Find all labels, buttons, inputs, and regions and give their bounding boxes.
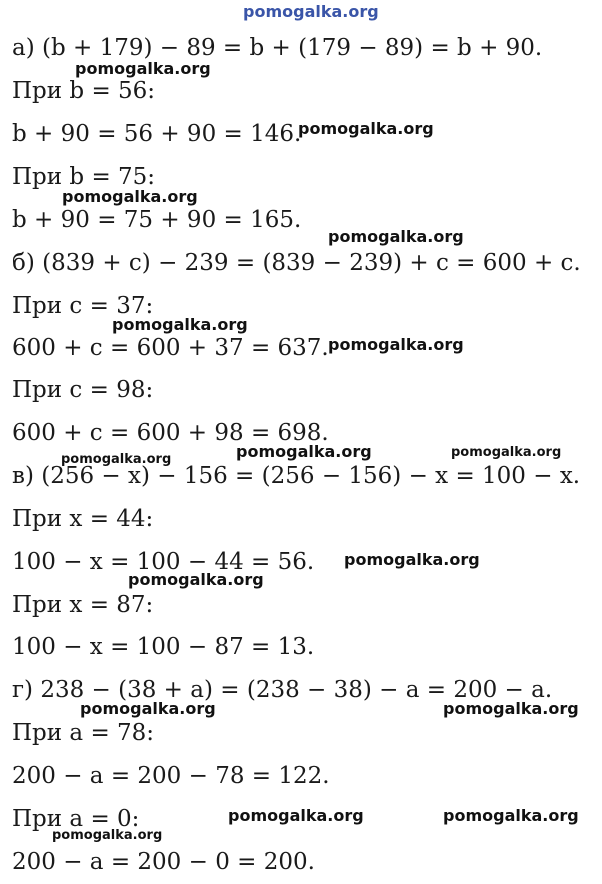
top-watermark: pomogalka.org — [243, 2, 379, 21]
watermark: pomogalka.org — [451, 445, 562, 460]
watermark: pomogalka.org — [80, 699, 216, 718]
watermark: pomogalka.org — [62, 187, 198, 206]
watermark: pomogalka.org — [443, 699, 579, 718]
watermark: pomogalka.org — [443, 806, 579, 825]
watermark: pomogalka.org — [328, 227, 464, 246]
part-b-case-2: При c = 98: — [12, 377, 154, 403]
part-a-expression: а) (b + 179) − 89 = b + (179 − 89) = b + 90. — [12, 35, 543, 61]
watermark: pomogalka.org — [228, 806, 364, 825]
part-v-calculation-2: 100 − x = 100 − 87 = 13. — [12, 634, 315, 660]
part-b-calculation-1: 600 + c = 600 + 37 = 637. — [12, 335, 329, 361]
part-g-case-2: При a = 0: — [12, 806, 140, 832]
part-g-calculation-2: 200 − a = 200 − 0 = 200. — [12, 849, 315, 875]
part-v-case-2: При x = 87: — [12, 592, 154, 618]
watermark: pomogalka.org — [112, 315, 248, 334]
part-v-expression: в) (256 − x) − 156 = (256 − 156) − x = 100 − x. — [12, 463, 581, 489]
watermark: pomogalka.org — [236, 442, 372, 461]
part-a-calculation-1: b + 90 = 56 + 90 = 146. — [12, 121, 302, 147]
watermark: pomogalka.org — [344, 550, 480, 569]
part-b-calculation-2: 600 + c = 600 + 98 = 698. — [12, 420, 329, 446]
part-g-case-1: При a = 78: — [12, 720, 155, 746]
part-v-case-1: При x = 44: — [12, 506, 154, 532]
part-g-calculation-1: 200 − a = 200 − 78 = 122. — [12, 763, 330, 789]
watermark: pomogalka.org — [52, 828, 163, 843]
part-a-calculation-2: b + 90 = 75 + 90 = 165. — [12, 207, 302, 233]
part-a-case-1: При b = 56: — [12, 78, 156, 104]
watermark: pomogalka.org — [75, 59, 211, 78]
watermark: pomogalka.org — [328, 335, 464, 354]
watermark: pomogalka.org — [298, 119, 434, 138]
part-g-expression: г) 238 − (38 + a) = (238 − 38) − a = 200 − a. — [12, 677, 553, 703]
part-v-calculation-1: 100 − x = 100 − 44 = 56. — [12, 549, 315, 575]
part-b-expression: б) (839 + c) − 239 = (839 − 239) + c = 600 + c. — [12, 250, 581, 276]
watermark: pomogalka.org — [128, 570, 264, 589]
part-b-case-1: При c = 37: — [12, 293, 154, 319]
watermark: pomogalka.org — [61, 452, 172, 467]
part-a-case-2: При b = 75: — [12, 164, 156, 190]
